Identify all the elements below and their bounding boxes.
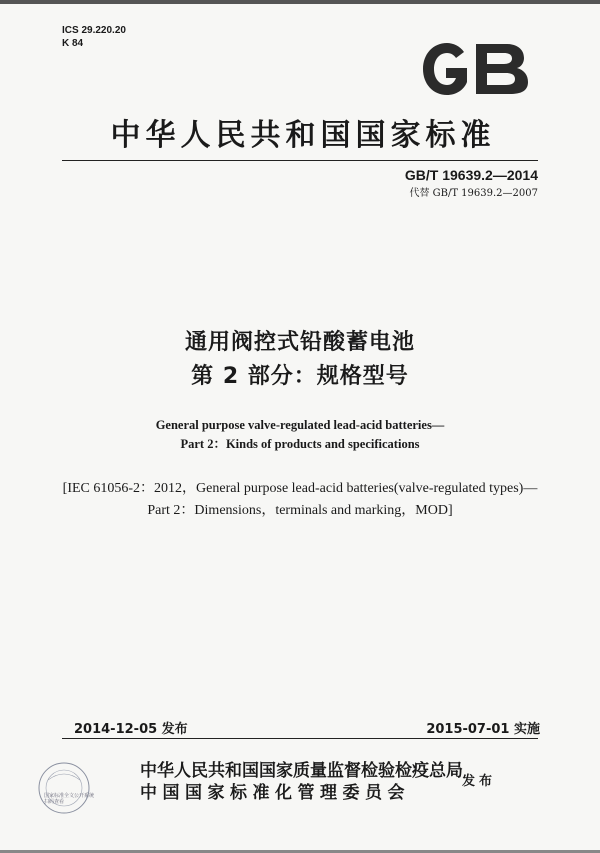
issuer-line2: 中国国家标准化管理委员会 xyxy=(140,783,410,803)
top-border xyxy=(0,0,600,4)
footer-divider xyxy=(62,738,538,739)
gb-logo xyxy=(420,40,538,98)
classification-codes xyxy=(62,24,126,50)
stamp-seal-icon xyxy=(36,760,95,816)
title-english xyxy=(0,416,600,454)
publish-label: 发布 xyxy=(462,774,497,789)
stamp-text xyxy=(44,793,94,805)
standard-number: GB/T 19639.2—2014 xyxy=(404,167,538,183)
iec-reference-line2: Part 2：Dimensions，terminals and marking，MOD] xyxy=(147,503,453,518)
issue-date: 2014-12-05 发布 xyxy=(74,722,188,737)
stamp-text-line1: 国家标准全文公开系统 xyxy=(44,793,95,799)
standard-number-block xyxy=(405,167,538,199)
org-title: 中华人民共和国国家标准 xyxy=(110,118,496,153)
stamp-text-line2: 扫码查看 xyxy=(44,799,65,805)
implementation-date: 2015-07-01 实施 xyxy=(426,722,540,737)
title-chinese-line2: 第 2 部分：规格型号 xyxy=(191,364,409,389)
title-chinese xyxy=(0,326,600,394)
iec-reference xyxy=(0,478,600,522)
replaces-standard: 代替 GB/T 19639.2—2007 xyxy=(409,188,538,199)
title-english-line1: General purpose valve-regulated lead-acid batteries— xyxy=(155,418,445,432)
title-english-line2: Part 2：Kinds of products and specifications xyxy=(180,437,420,451)
header-divider xyxy=(62,160,538,161)
title-chinese-line1: 通用阀控式铅酸蓄电池 xyxy=(184,330,415,355)
issuing-authority xyxy=(140,760,463,804)
iec-reference-line1: [IEC 61056-2：2012，General purpose lead-acid batteries(valve-regulated types)— xyxy=(62,481,538,496)
ccs-code: K 84 xyxy=(62,38,84,49)
issuer-line1: 中华人民共和国国家质量监督检验检疫总局 xyxy=(140,761,463,781)
ics-code: ICS 29.220.20 xyxy=(62,25,126,36)
